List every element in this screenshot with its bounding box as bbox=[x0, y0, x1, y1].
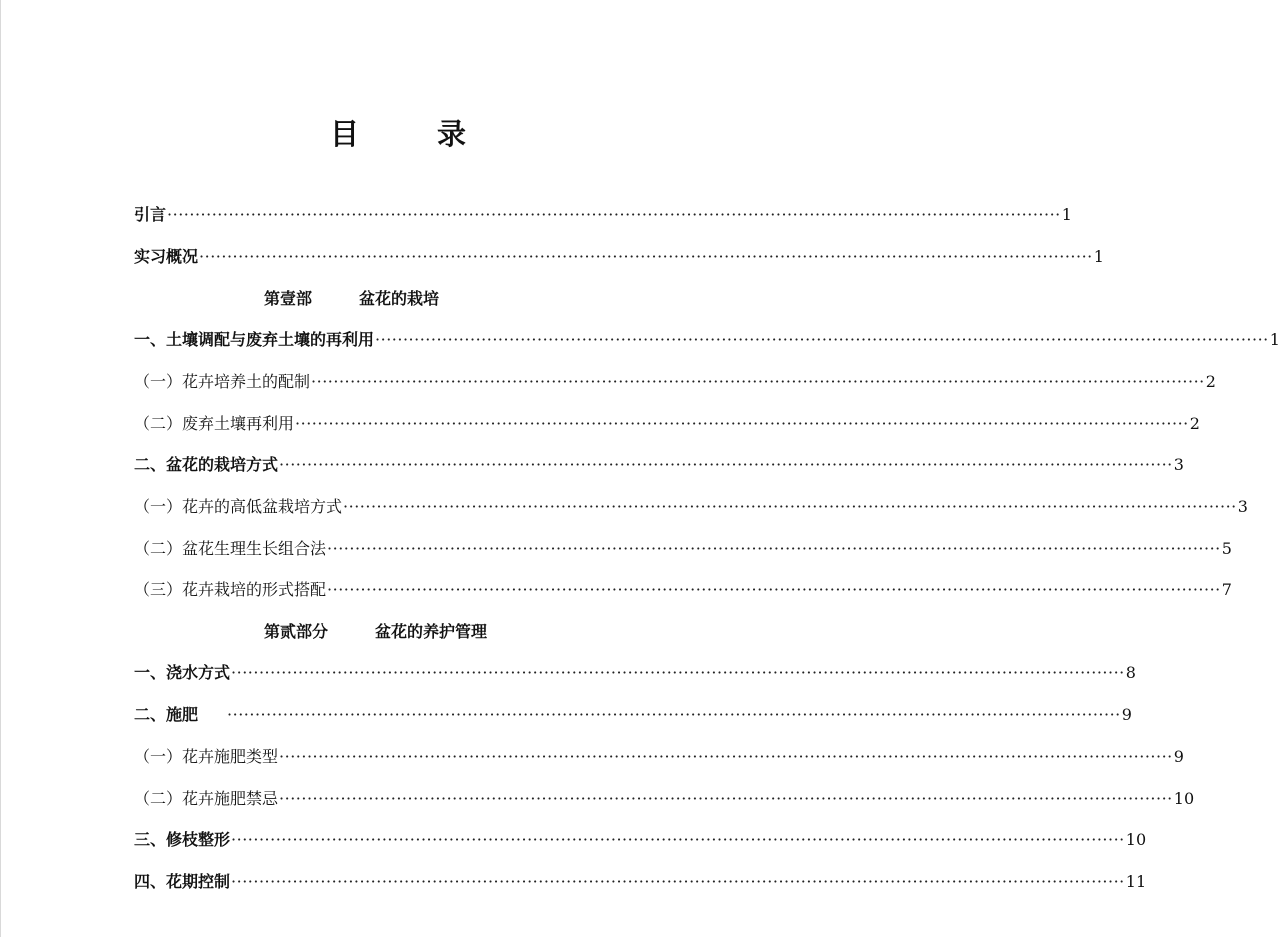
section-part: 第壹部 bbox=[264, 289, 313, 308]
toc-leader: ································································································································································ bbox=[231, 663, 1125, 682]
toc-leader: ································································································································································ bbox=[375, 330, 1269, 349]
toc-entry-page: 11 bbox=[1125, 872, 1147, 891]
toc-entry-page: 9 bbox=[1121, 705, 1132, 724]
toc-entry-label: （二）花卉施肥禁忌 bbox=[134, 789, 279, 808]
toc-entry[interactable] bbox=[134, 203, 1072, 227]
toc-leader: ································································································································································ bbox=[327, 580, 1221, 599]
section-name: 盆花的养护管理 bbox=[375, 622, 488, 641]
section-heading-1 bbox=[264, 287, 439, 311]
toc-entry-page: 9 bbox=[1173, 747, 1184, 766]
toc-entry[interactable] bbox=[134, 412, 1200, 436]
toc-entry-label: 四、花期控制 bbox=[134, 872, 231, 891]
toc-entry-label: 一、浇水方式 bbox=[134, 663, 231, 682]
toc-leader: ································································································································································ bbox=[295, 414, 1189, 433]
toc-entry-label: 二、施肥 bbox=[134, 705, 199, 724]
section-part: 第贰部分 bbox=[264, 622, 329, 641]
toc-entry-label: （一）花卉施肥类型 bbox=[134, 747, 279, 766]
toc-entry[interactable] bbox=[134, 703, 1132, 727]
toc-entry[interactable] bbox=[134, 745, 1184, 769]
toc-entry[interactable] bbox=[134, 578, 1232, 602]
toc-entry-page: 1 bbox=[1061, 205, 1072, 224]
toc-entry-label: 实习概况 bbox=[134, 247, 199, 266]
toc-entry-label: （二）废弃土壤再利用 bbox=[134, 414, 295, 433]
toc-entry-page: 5 bbox=[1221, 539, 1232, 558]
toc-leader: ································································································································································ bbox=[227, 705, 1121, 724]
toc-entry-label: （一）花卉的高低盆栽培方式 bbox=[134, 497, 343, 516]
toc-entry[interactable] bbox=[134, 787, 1195, 811]
toc-leader: ································································································································································ bbox=[327, 539, 1221, 558]
toc-entry[interactable] bbox=[134, 453, 1184, 477]
toc-leader: ································································································································································ bbox=[167, 205, 1061, 224]
toc-entry-label: 引言 bbox=[134, 205, 167, 224]
toc-entry-page: 2 bbox=[1205, 372, 1216, 391]
toc-entry-page: 1 bbox=[1269, 330, 1280, 349]
title-part-1: 目 bbox=[329, 117, 359, 151]
toc-entry-label: （三）花卉栽培的形式搭配 bbox=[134, 580, 327, 599]
toc-entry[interactable] bbox=[134, 661, 1136, 685]
toc-entry-page: 3 bbox=[1173, 455, 1184, 474]
title-part-2: 录 bbox=[437, 117, 467, 151]
toc-leader: ································································································································································ bbox=[199, 247, 1093, 266]
toc-entry-page: 10 bbox=[1173, 789, 1195, 808]
toc-leader: ································································································································································ bbox=[343, 497, 1237, 516]
toc-entry-page: 8 bbox=[1125, 663, 1136, 682]
toc-entry[interactable] bbox=[134, 245, 1104, 269]
toc-entry[interactable] bbox=[134, 537, 1232, 561]
toc-leader: ································································································································································ bbox=[279, 747, 1173, 766]
toc-entry[interactable] bbox=[134, 870, 1147, 894]
toc-entry-label: （一）花卉培养土的配制 bbox=[134, 372, 311, 391]
toc-leader: ································································································································································ bbox=[311, 372, 1205, 391]
toc-entry[interactable] bbox=[134, 370, 1216, 394]
toc-leader: ································································································································································ bbox=[231, 872, 1125, 891]
toc-entry-label: 二、盆花的栽培方式 bbox=[134, 455, 279, 474]
toc-entry-label: 三、修枝整形 bbox=[134, 830, 231, 849]
toc-entry-page: 3 bbox=[1237, 497, 1248, 516]
toc-entry[interactable] bbox=[134, 828, 1147, 852]
toc-entry[interactable] bbox=[134, 328, 1280, 352]
toc-entry-label: （二）盆花生理生长组合法 bbox=[134, 539, 327, 558]
toc-entry-page: 7 bbox=[1221, 580, 1232, 599]
section-name: 盆花的栽培 bbox=[359, 289, 440, 308]
toc-entry-page: 2 bbox=[1189, 414, 1200, 433]
toc-leader: ································································································································································ bbox=[279, 455, 1173, 474]
toc-leader: ································································································································································ bbox=[231, 830, 1125, 849]
toc-entry-label: 一、土壤调配与废弃土壤的再利用 bbox=[134, 330, 375, 349]
toc-entry-page: 10 bbox=[1125, 830, 1147, 849]
section-heading-2 bbox=[264, 620, 487, 644]
toc-leader: ································································································································································ bbox=[279, 789, 1173, 808]
toc-entry[interactable] bbox=[134, 495, 1248, 519]
toc-entry-page: 1 bbox=[1093, 247, 1104, 266]
